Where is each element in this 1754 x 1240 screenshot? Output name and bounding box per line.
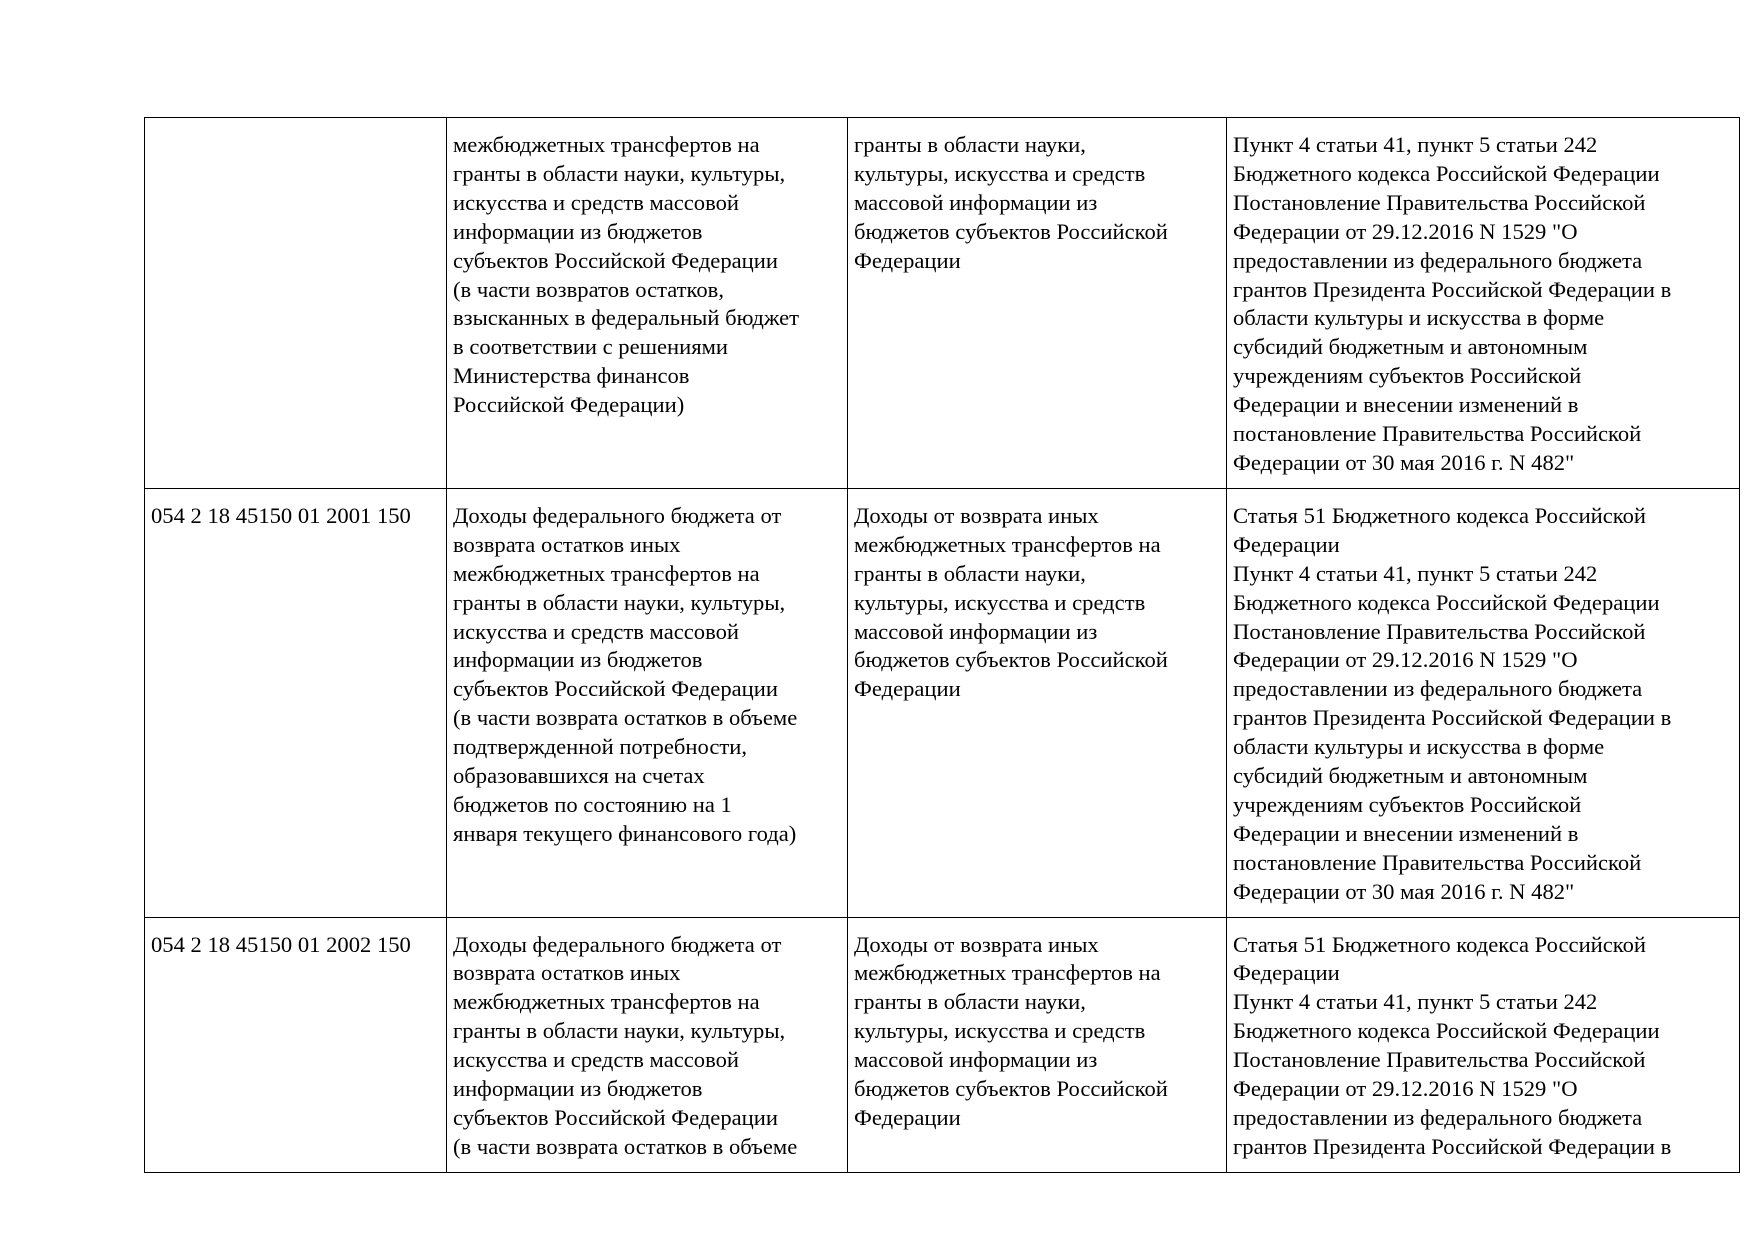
legal-basis-cell: Статья 51 Бюджетного кодекса Российской Федерации Пункт 4 статьи 41, пункт 5 статьи 242 Бюджетного кодекса Российской Федерации Постановление Правительства Российской Федерации от 29.12.2016 N 1529 "О предоставлении из федерального бюджета грантов Президента Российской Федерации в (1227, 917, 1740, 1172)
income-name-cell: Доходы федерального бюджета от возврата остатков иных межбюджетных трансфертов на гранты в области науки, культуры, искусства и средств массовой информации из бюджетов субъектов Российской Федерации (в части возврата остатков в объеме (447, 917, 848, 1172)
legal-basis-cell: Статья 51 Бюджетного кодекса Российской Федерации Пункт 4 статьи 41, пункт 5 статьи 242 Бюджетного кодекса Российской Федерации Постановление Правительства Российской Федерации от 29.12.2016 N 1529 "О предоставлении из федерального бюджета грантов Президента Российской Федерации в области культуры и искусства в форме субсидий бюджетным и автономным учреждениям субъектов Российской Федерации и внесении изменений в постановление Правительства Российской Федерации от 30 мая 2016 г. N 482" (1227, 488, 1740, 917)
group-name-cell: гранты в области науки, культуры, искусства и средств массовой информации из бюджетов субъектов Российской Федерации (848, 118, 1227, 489)
table-row (145, 917, 1740, 1172)
code-cell (145, 118, 447, 489)
code-cell: 054 2 18 45150 01 2002 150 (145, 917, 447, 1172)
code-cell: 054 2 18 45150 01 2001 150 (145, 488, 447, 917)
budget-codes-table (144, 117, 1740, 1173)
income-name-cell: Доходы федерального бюджета от возврата остатков иных межбюджетных трансфертов на гранты в области науки, культуры, искусства и средств массовой информации из бюджетов субъектов Российской Федерации (в части возврата остатков в объеме подтвержденной потребности, образовавшихся на счетах бюджетов по состоянию на 1 января текущего финансового года) (447, 488, 848, 917)
income-name-cell: межбюджетных трансфертов на гранты в области науки, культуры, искусства и средств массовой информации из бюджетов субъектов Российской Федерации (в части возвратов остатков, взысканных в федеральный бюджет в соответствии с решениями Министерства финансов Российской Федерации) (447, 118, 848, 489)
group-name-cell: Доходы от возврата иных межбюджетных трансфертов на гранты в области науки, культуры, искусства и средств массовой информации из бюджетов субъектов Российской Федерации (848, 917, 1227, 1172)
legal-basis-cell: Пункт 4 статьи 41, пункт 5 статьи 242 Бюджетного кодекса Российской Федерации Постановление Правительства Российской Федерации от 29.12.2016 N 1529 "О предоставлении из федерального бюджета грантов Президента Российской Федерации в области культуры и искусства в форме субсидий бюджетным и автономным учреждениям субъектов Российской Федерации и внесении изменений в постановление Правительства Российской Федерации от 30 мая 2016 г. N 482" (1227, 118, 1740, 489)
table-row (145, 118, 1740, 489)
table-row (145, 488, 1740, 917)
group-name-cell: Доходы от возврата иных межбюджетных трансфертов на гранты в области науки, культуры, искусства и средств массовой информации из бюджетов субъектов Российской Федерации (848, 488, 1227, 917)
